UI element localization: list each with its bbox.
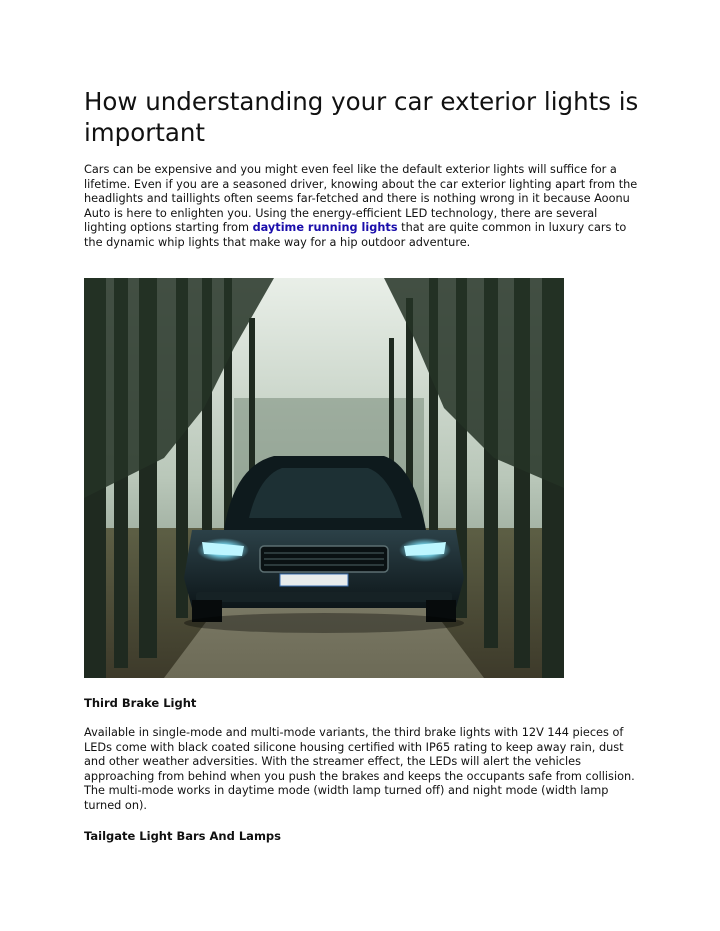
section-heading-tailgate-light-bars: Tailgate Light Bars And Lamps [84, 829, 282, 843]
section-body-third-brake-light: Available in single-mode and multi-mode variants, the third brake lights with 12V 144 pieces of LEDs come with black coated silicone housing certified with IP65 rating to keep away rain, dust and other weather adversities. With the streamer effect, the LEDs will alert the vehicles approaching from behind when you push the brakes and keeps the occupants safe from collision. The multi-mode works in daytime mode (width lamp turned off) and night mode (width lamp turned on). [84, 726, 635, 812]
intro-text-end: that are quite common in luxury cars to the dynamic whip lights that make way for a hip outdoor adventure. [84, 221, 627, 249]
article-title: How understanding your car exterior lights is important [84, 87, 639, 147]
section-heading-third-brake-light: Third Brake Light [84, 696, 197, 710]
range-rover-forest-illustration [84, 278, 564, 678]
intro-paragraph [84, 163, 640, 251]
daytime-running-lights-link[interactable]: daytime running lights [252, 221, 398, 235]
intro-text-start: Cars can be expensive and you might even feel like the default exterior lights will suffice for a lifetime. Even if you are a seasoned driver, knowing about the car exterior lighting apart from the headlights and taillights often seems far-fetched and there is nothing wrong in it because Aoonu Auto is here to enlighten you. Using the energy-efficient LED technology, there are several lighting options starting from [84, 163, 638, 235]
car-in-forest-photo [84, 278, 564, 678]
